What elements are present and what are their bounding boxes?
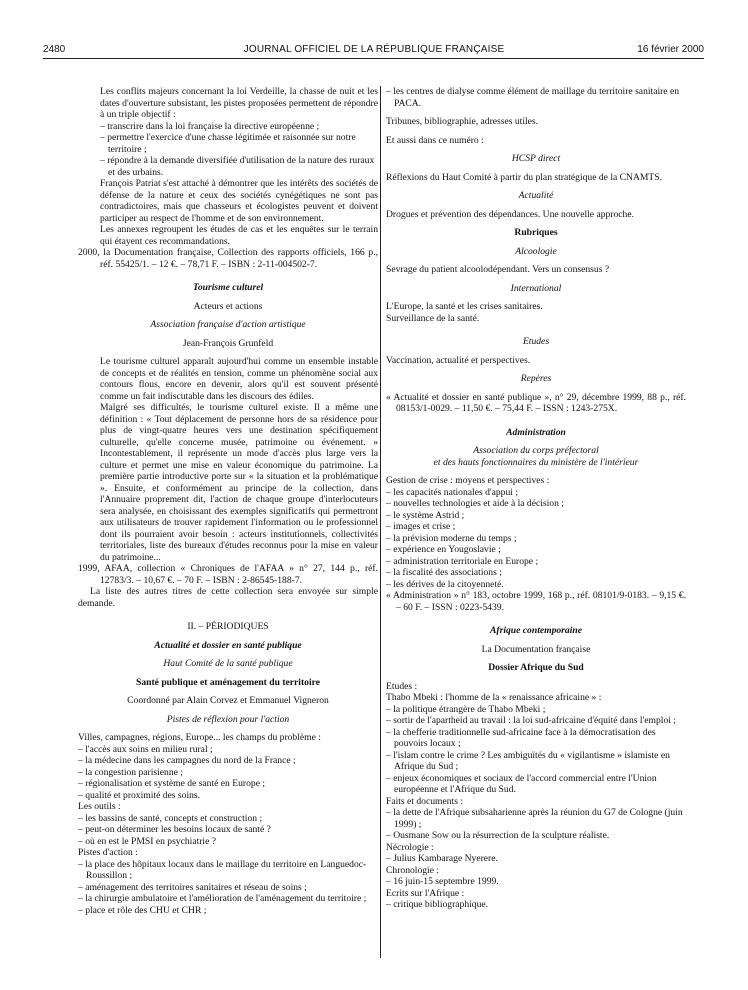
list-item: – les capacités nationales d'appui ; [386, 486, 518, 498]
list-item: – le système Astrid ; [386, 509, 465, 521]
list-item: – transcrire dans la loi française la directive européenne ; [100, 120, 320, 132]
list-item: – la politique étrangère de Thabo Mbeki ; [386, 703, 546, 715]
list-item: – sortir de l'apartheid au travail : la loi sud-africaine d'équité dans l'emploi ; [386, 715, 676, 726]
section-heading: Actualité et dossier en santé publique [154, 639, 302, 651]
chasse-summary [78, 86, 378, 247]
list-item: – les dérives de la citoyenneté. [386, 578, 504, 590]
rubric-heading: Actualité [518, 190, 554, 201]
list-intro: Les outils : [78, 801, 121, 812]
reference-line: 1999, AFAA, collection « Chroniques de l'AFAA » n° 27, 144 p., réf. 12783/3. – 10,67 €. – 70 F. – ISBN : 2-86545-188-7. [78, 563, 378, 586]
list-intro: Pistes d'action : [78, 847, 138, 858]
list-item: – où en est le PMSI en psychiatrie ? [78, 835, 217, 847]
list-item: – images et crise ; [386, 521, 456, 532]
body-line: Et aussi dans ce numéro : [386, 134, 484, 146]
rubric-heading: International [510, 282, 562, 294]
intro-paragraph: Les conflits majeurs concernant la loi Verdeille, la chasse de nuit et les dates d'ouverture subsistant, les pistes proposées permettent de répondre à un triple objectif : [100, 86, 378, 120]
publisher: et des hauts fonctionnaires du ministère de l'intérieur [433, 456, 639, 468]
list-item: – administration territoriale en Europe ; [386, 555, 539, 567]
patriat-paragraph: François Patriat s'est attaché à démontrer que les intérêts des sociétés de défense de la nature et ceux des sociétés cynégétiques ne sont pas contradictoires, mais que chasseurs et écologistes peuvent et doivent participer au respect de l'homme et de son environnement. [100, 178, 378, 224]
publisher: La Documentation française [481, 643, 591, 655]
author: Jean-François Grunfeld [182, 337, 274, 349]
list-item: – Julius Kambarage Nyerere. [386, 853, 498, 864]
list-item: – les bassins de santé, concepts et construction ; [78, 812, 263, 824]
list-item: – 16 juin-15 septembre 1999. [386, 876, 499, 887]
publisher: Association française d'action artistique [150, 319, 306, 330]
rubric-heading: Etudes [522, 336, 550, 347]
tourisme-paragraph: Malgré ses difficultés, le tourisme culturel existe. Il a même une définition : « Tout déplacement de personne hors de sa résidence pour plus de vingt-quatre heures vers une destination spécifiquement culturelle, qu'elle concerne musée, patrimoine ou événement. » Incontestablement, il représente un mode d'accès plus large vers la culture et permet une mise en valeur économique du patrimoine. La première partie introductive porte sur « la situation et la problématique ». Ensuite, et conformément au principe de la collection, dans l'Annuaire proprement dit, l'action de chaque groupe d'interlocuteurs sera analysée, en choisissant des exemples significatifs qui permettront aux utilisateurs de trouver rapidement l'information ou le professionnel dont ils pourraient avoir besoin : acteurs institutionnels, collectivités territoriales, liste des bureaux d'études reconnus pour la mise en valeur du patrimoine... [100, 402, 378, 563]
right-column [386, 86, 686, 911]
list-item: – l'accès aux soins en milieu rural ; [78, 743, 213, 755]
list-item: – expérience en Yougoslavie ; [386, 544, 501, 555]
section-heading: Afrique contemporaine [490, 625, 582, 636]
rubric-heading: HCSP direct [511, 153, 561, 164]
column-divider [380, 86, 381, 958]
list-item: – la dette de l'Afrique subsaharienne après la réunion du G7 de Cologne (juin 1999) ; [386, 807, 683, 830]
tourisme-paragraph: Le tourisme culturel apparaît aujourd'hui comme un ensemble instable de concepts et de réalités en tension, comme un phénomène social aux contours flous, encore en devenir, alors qu'il est souvent présenté comme un fait indiscutable dans les discours des édiles. [100, 356, 378, 402]
header-rule [43, 58, 704, 59]
rubric-heading: Repères [520, 373, 552, 384]
subsection-heading: Pistes de réflexion pour l'action [166, 713, 290, 725]
reference-line: « Administration » n° 183, octobre 1999, 168 p., réf. 08101/9-0183. – 9,15 €. – 60 F. – ISSN : 0223-5439. [386, 590, 686, 613]
left-column [78, 86, 378, 916]
list-item: – répondre à la demande diversifiée d'utilisation de la nature des ruraux et des urbains. [100, 155, 375, 178]
list-item: – la place des hôpitaux locaux dans le maillage du territoire en Languedoc-Roussillon ; [78, 858, 367, 881]
reference-line: 2000, la Documentation française, Collection des rapports officiels, 166 p., réf. 55425/1. – 12 €. – 78,71 F. – ISBN : 2-11-004502-7. [78, 247, 378, 270]
list-intro: Villes, campagnes, régions, Europe... les champs du problème : [78, 732, 321, 743]
list-item: – Ousmane Sow ou la résurrection de la sculpture réaliste. [386, 830, 610, 841]
section-heading: Tourisme culturel [192, 282, 264, 293]
journal-title: JOURNAL OFFICIEL DE LA RÉPUBLIQUE FRANÇAISE [243, 44, 505, 55]
issue-date: 16 février 2000 [637, 44, 704, 55]
list-intro: Thabo Mbeki : l'homme de la « renaissance africaine » : [386, 692, 602, 703]
list-intro: Chronologie : [386, 864, 440, 876]
list-item: – permettre l'exercice d'une chasse légitimée et raisonnée sur notre territoire ; [100, 132, 356, 155]
part-heading: II. – PÉRIODIQUES [187, 621, 269, 632]
list-item: – régionalisation et système de santé en Europe ; [78, 778, 266, 789]
body-line: Sevrage du patient alcoolodépendant. Vers un consensus ? [386, 264, 610, 275]
collection-note: La liste des autres titres de cette collection sera envoyée sur simple demande. [78, 586, 378, 609]
list-item: – la chirurgie ambulatoire et l'amélioration de l'aménagement du territoire ; [78, 893, 367, 904]
dossier-heading: Dossier Afrique du Sud [488, 662, 584, 673]
list-item: – peut-on déterminer les besoins locaux de santé ? [78, 824, 271, 835]
section-heading: Administration [506, 426, 566, 438]
publisher: Association du corps préfectoral [473, 445, 599, 456]
list-item: – l'islam contre le crime ? Les ambiguïtés du « vigilantisme » islamiste en Afrique du Sud ; [386, 749, 670, 772]
list-item: – la prévision moderne du temps ; [386, 532, 517, 544]
body-line: Tribunes, bibliographie, adresses utiles. [386, 116, 539, 127]
body-line: Surveillance de la santé. [386, 312, 480, 324]
list-intro: Ecrits sur l'Afrique : [386, 887, 465, 899]
list-item: – la médecine dans les campagnes du nord de la France ; [78, 755, 296, 766]
list-item: – enjeux économiques et sociaux de l'accord commercial entre l'Union européenne et l'Afrique du Sud. [386, 772, 657, 795]
body-line: Drogues et prévention des dépendances. Une nouvelle approche. [386, 208, 635, 220]
list-item: – la chefferie traditionnelle sud-africaine face à la démocratisation des pouvoirs locaux ; [386, 726, 656, 749]
publisher: Haut Comité de la santé publique [163, 658, 293, 669]
list-item: – nouvelles technologies et aide à la décision ; [386, 498, 564, 509]
list-item: – critique bibliographique. [386, 899, 489, 910]
list-intro: Etudes : [386, 680, 418, 692]
list-item: – la congestion parisienne ; [78, 766, 183, 778]
coordinators: Coordonné par Alain Corvez et Emmanuel Vigneron [127, 695, 329, 706]
page-number: 2480 [43, 44, 66, 55]
list-item: – place et rôle des CHU et CHR ; [78, 904, 207, 916]
rubric-heading: Alcoologie [515, 245, 557, 257]
body-line: Vaccination, actualité et perspectives. [386, 354, 531, 366]
list-item: – la fiscalité des associations ; [386, 567, 502, 578]
list-intro: Faits et documents : [386, 795, 464, 807]
subtitle: Acteurs et actions [193, 300, 263, 312]
list-item: – les centres de dialyse comme élément de maillage du territoire sanitaire en PACA. [386, 86, 680, 109]
list-intro: Gestion de crise : moyens et perspectives : [386, 475, 550, 486]
reference-line: « Actualité et dossier en santé publique », n° 29, décembre 1999, 88 p., réf. 08153/1-0029. – 11,50 €. – 75,44 F. – ISSN : 1243-275X. [386, 391, 686, 414]
list-intro: Nécrologie : [386, 841, 434, 853]
dossier-heading: Santé publique et aménagement du territoire [136, 676, 320, 688]
rubriques-heading: Rubriques [514, 227, 558, 238]
body-line: Réflexions du Haut Comité à partir du plan stratégique de la CNAMTS. [386, 171, 663, 183]
body-line: L'Europe, la santé et les crises sanitaires. [386, 301, 543, 312]
list-item: – qualité et proximité des soins. [78, 789, 201, 801]
list-item: – aménagement des territoires sanitaires et réseau de soins ; [78, 881, 307, 893]
annexes-paragraph: Les annexes regroupent les études de cas et les enquêtes sur le terrain qui étayent ces recommandations. [100, 224, 378, 247]
